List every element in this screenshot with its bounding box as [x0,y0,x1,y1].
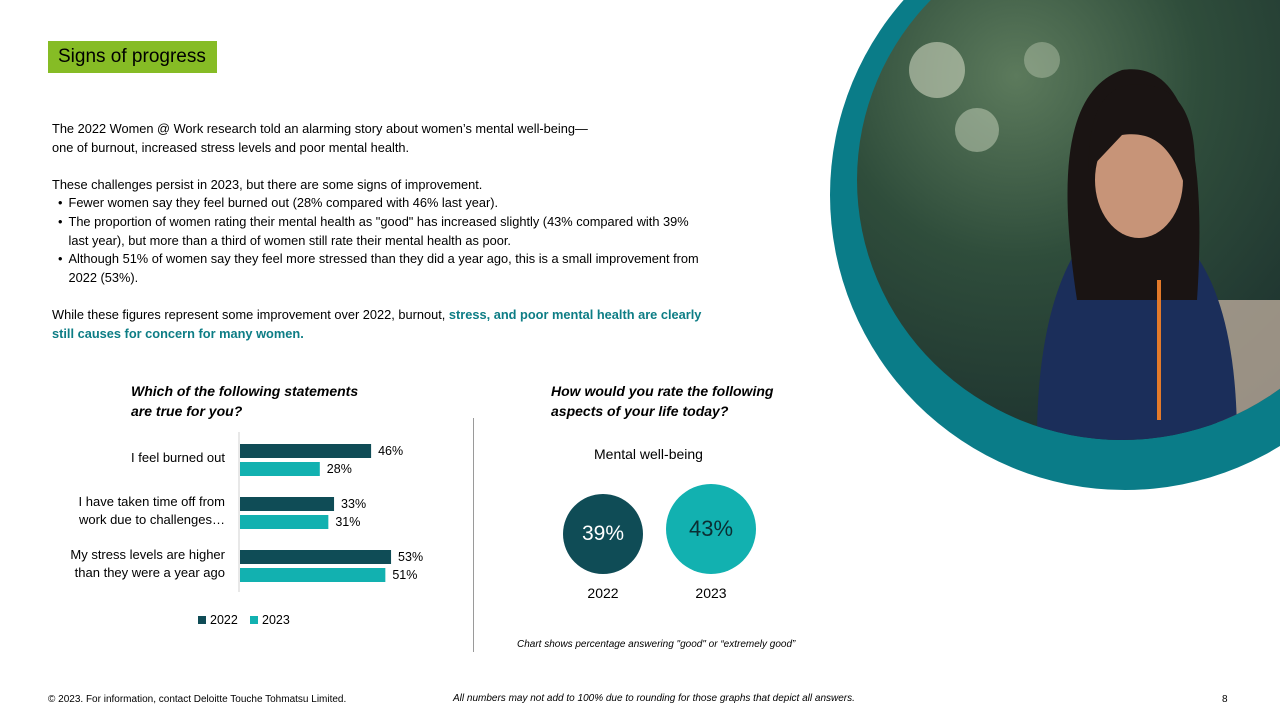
intro-paragraph-1: The 2022 Women @ Work research told an alarming story about women’s mental well-being— one of burnout, increased stress levels and poor mental health. [52,121,588,155]
left-chart-question: Which of the following statements are true for you? [131,383,359,419]
slide-title: Signs of progress [48,41,217,73]
bar-value-label: 31% [335,515,361,529]
bar-value-label: 53% [398,550,424,564]
bubble-chart-title: Mental well-being [594,446,703,462]
chart-divider [473,418,474,652]
category-label: I feel burned out [131,450,225,465]
legend-swatch-2022 [198,616,206,624]
legend-item-2022: 2022 [198,613,238,627]
bubble-2023: 43% [666,484,756,574]
legend-item-2023: 2023 [250,613,290,627]
intro-paragraph-2: These challenges persist in 2023, but there are some signs of improvement. [52,176,483,192]
intro-paragraph-3: While these figures represent some improvement over 2022, burnout, stress, and poor mental health are clearly still causes for concern for many women. [52,306,702,341]
rounding-note: All numbers may not add to 100% due to rounding for those graphs that depict all answers. [453,693,855,704]
category-label: My stress levels are higher than they were a year ago [70,547,225,580]
bar-2023 [240,462,320,476]
bar-2023 [240,515,328,529]
bar-2022 [240,444,371,458]
bar-2023 [240,568,385,582]
copyright-footer: © 2023. For information, contact Deloitte Touche Tohmatsu Limited. [48,694,347,705]
bullet-item: • Although 51% of women say they feel more stressed than they did a year ago, this is a small improvement from 2022 (53%). [52,250,712,287]
category-label: I have taken time off from work due to challenges… [78,494,225,527]
bubble-year-label: 2022 [587,585,619,601]
bullet-item: • Fewer women say they feel burned out (28% compared with 46% last year). [52,194,712,213]
legend-swatch-2023 [250,616,258,624]
bar-value-label: 28% [326,462,352,476]
right-chart-question: How would you rate the following aspects of your life today? [551,383,774,419]
page-number: 8 [1222,694,1228,705]
professional-woman-photo [857,0,1280,440]
bar-2022 [240,550,391,564]
photo-illustration [857,0,1280,440]
bullet-item: • The proportion of women rating their mental health as "good" has increased slightly (43% compared with 39% last year), but more than a third of women still rate their mental health as poor. [52,213,712,250]
bubble-year-label: 2023 [695,585,727,601]
bar-value-label: 46% [378,444,404,458]
bubble-2022: 39% [563,494,643,574]
bar-2022 [240,497,334,511]
highlighted-text: stress, and poor mental health are clearly still causes for concern for many women. [52,306,702,341]
bar-value-label: 51% [392,568,418,582]
bar-value-label: 33% [341,497,367,511]
chart-note: Chart shows percentage answering "good" or “extremely good” [517,639,796,650]
